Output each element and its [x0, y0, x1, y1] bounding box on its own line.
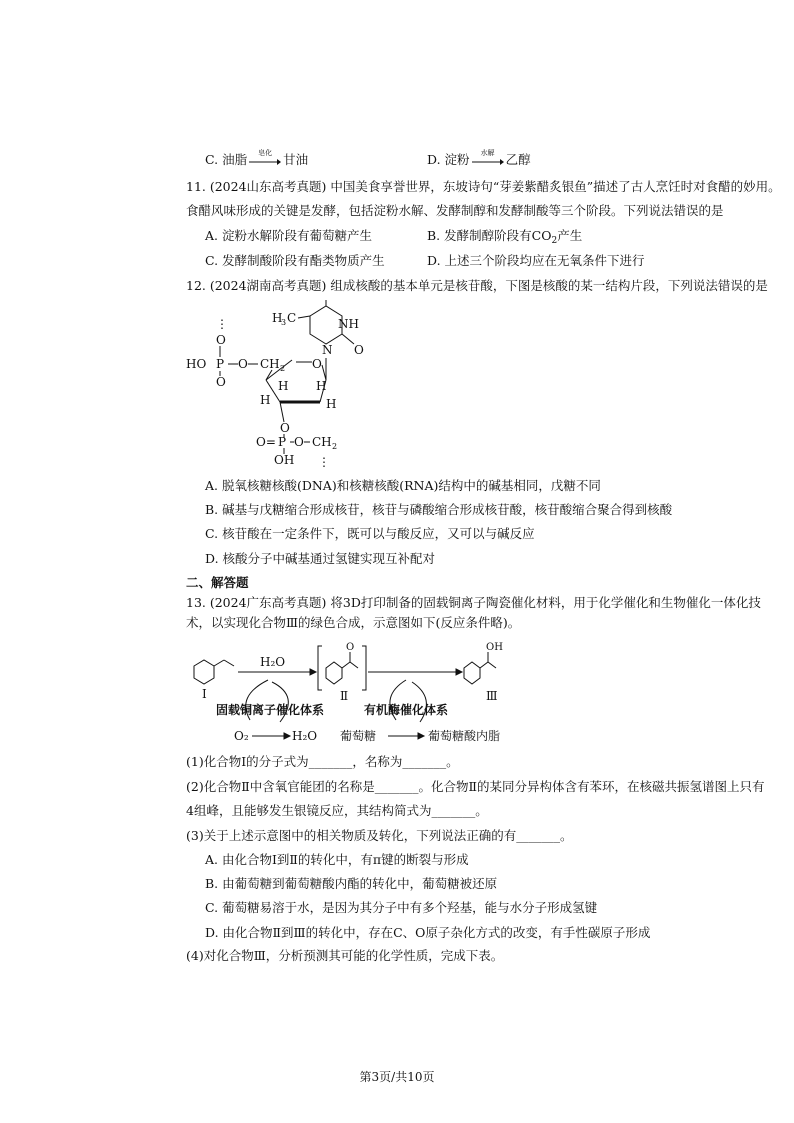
- q11-option-a: A. 淀粉水解阶段有葡萄糖产生: [205, 228, 372, 243]
- q13-option-a: A. 由化合物Ⅰ到Ⅱ的转化中，有π键的断裂与形成: [205, 852, 469, 867]
- option-text: 产生: [557, 228, 583, 243]
- q11-option-d: D. 上述三个阶段均应在无氧条件下进行: [427, 253, 645, 268]
- atom-ch: CH: [260, 357, 280, 371]
- subscript: 3: [281, 318, 287, 327]
- atom-ho: HO: [186, 357, 207, 371]
- arrow-icon: [249, 159, 281, 165]
- atom-n: N: [322, 343, 333, 357]
- benzene-ring-icon: [464, 662, 480, 684]
- benzene-ring-icon: [326, 662, 342, 684]
- q13-part2-line2: 4组峰，且能够发生银镜反应，其结构简式为_______。: [186, 803, 488, 818]
- q12-stem: 12. (2024湖南高考真题) 组成核酸的基本单元是核苷酸，下图是核酸的某一结构片段，下列说法错误的是: [186, 278, 768, 293]
- atom-h: H: [316, 379, 327, 393]
- lactone-label: 葡萄糖酸内脂: [428, 729, 501, 743]
- reaction-arrow: [472, 148, 504, 168]
- atom-h: H: [260, 393, 271, 407]
- benzene-ring-icon: [194, 660, 214, 684]
- atom-h: H: [272, 311, 283, 325]
- water-label: H₂O: [260, 655, 286, 669]
- section-heading: 二、解答题: [186, 575, 249, 590]
- q13-option-d: D. 由化合物Ⅱ到Ⅲ的转化中，存在C、O原子杂化方式的改变，有手性碳原子形成: [205, 925, 651, 940]
- arrow-label: 水解: [480, 148, 495, 157]
- dots-bottom: ⋮: [318, 455, 330, 469]
- water-product-label: H₂O: [292, 729, 318, 743]
- q13-part3: (3)关于上述示意图中的相关物质及转化，下列说法正确的有_______。: [186, 828, 573, 843]
- atom-nh: NH: [338, 317, 359, 331]
- q13-option-b: B. 由葡萄糖到葡萄糖酸内酯的转化中，葡萄糖被还原: [205, 876, 498, 891]
- atom-ch: CH: [312, 435, 332, 449]
- atom-p: P: [278, 435, 287, 449]
- atom-o: O: [312, 357, 322, 371]
- q13-stem-line1: 13. (2024广东高考真题) 将3D打印制备的固载铜离子陶瓷催化材料，用于化学催化和生物催化一体化技: [186, 595, 761, 610]
- q13-option-c: C. 葡萄糖易溶于水，是因为其分子中有多个羟基，能与水分子形成氢键: [205, 900, 598, 915]
- atom-p: P: [216, 357, 225, 371]
- subscript: 2: [332, 442, 338, 451]
- enzyme-catalyst-label: 有机酶催化体系: [364, 703, 449, 717]
- hydroxyl-label: OH: [486, 642, 503, 653]
- q12-option-d: D. 核酸分子中碱基通过氢键实现互补配对: [205, 551, 436, 566]
- atom-o: O: [216, 375, 226, 389]
- q11-stem-line2: 食醋风味形成的关键是发酵，包括淀粉水解、发酵制醇和发酵制酸等三个阶段。下列说法错误的是: [186, 203, 724, 218]
- glucose-label: 葡萄糖: [340, 729, 377, 743]
- reactant: 淀粉: [444, 152, 470, 167]
- oxygen-label: O: [346, 642, 355, 653]
- compound-label-iii: Ⅲ: [486, 689, 498, 703]
- atom-c: C: [287, 311, 297, 325]
- atom-oh: OH: [274, 453, 295, 467]
- atom-o: O=: [256, 435, 276, 449]
- product: 甘油: [283, 152, 309, 167]
- dots-top: ⋮: [216, 317, 228, 331]
- q13-stem-line2: 术，以实现化合物Ⅲ的绿色合成，示意图如下(反应条件略)。: [186, 615, 521, 630]
- atom-h: H: [278, 379, 289, 393]
- q13-part4: (4)对化合物Ⅲ，分析预测其可能的化学性质，完成下表。: [186, 948, 504, 963]
- subscript: 2: [551, 236, 558, 246]
- reaction-arrow: [249, 148, 281, 168]
- arrow-label: 皂化: [258, 148, 273, 157]
- atom-o: O: [354, 343, 364, 357]
- atom-o: O: [238, 357, 248, 371]
- q13-part2-line1: (2)化合物Ⅱ中含氧官能团的名称是_______。化合物Ⅱ的某同分异构体含有苯环，在核磁共振氢谱图上只有: [186, 779, 765, 794]
- q10-option-d: [427, 150, 531, 170]
- atom-o: O: [216, 333, 226, 347]
- option-letter: D.: [427, 152, 441, 167]
- oxygen-gas-label: O₂: [234, 729, 249, 743]
- atom-o: O: [280, 421, 290, 435]
- arrow-icon: [472, 159, 504, 165]
- atom-o: O: [294, 435, 304, 449]
- reaction-scheme-diagram: [180, 636, 510, 746]
- q12-option-b: B. 碱基与戊糖缩合形成核苷，核苷与磷酸缩合形成核苷酸，核苷酸缩合聚合得到核酸: [205, 502, 673, 517]
- compound-label-ii: Ⅱ: [340, 689, 349, 703]
- q12-option-a: A. 脱氧核糖核酸(DNA)和核糖核酸(RNA)结构中的碱基相同，戊糖不同: [205, 478, 601, 493]
- product: 乙醇: [505, 152, 531, 167]
- reactant: 油脂: [222, 152, 248, 167]
- subscript: 2: [280, 364, 286, 373]
- option-letter: C.: [205, 152, 219, 167]
- option-text: B. 发酵制醇阶段有CO: [427, 228, 552, 243]
- nucleotide-structure-diagram: [180, 298, 400, 478]
- q13-part1: (1)化合物Ⅰ的分子式为_______，名称为_______。: [186, 754, 459, 769]
- page-footer: 第3页/共10页: [359, 1070, 435, 1084]
- q12-option-c: C. 核苷酸在一定条件下，既可以与酸反应，又可以与碱反应: [205, 526, 535, 541]
- q10-option-c: [205, 150, 308, 170]
- atom-h: H: [326, 397, 337, 411]
- copper-catalyst-label: 固载铜离子催化体系: [216, 703, 325, 717]
- compound-label-i: Ⅰ: [202, 687, 207, 701]
- q11-stem-line1: 11. (2024山东高考真题) 中国美食享誉世界，东坡诗句“芽姜紫醋炙银鱼”描述了古人烹饪时对食醋的妙用。: [186, 179, 781, 194]
- q11-option-b: [427, 226, 582, 251]
- q11-option-c: C. 发酵制酸阶段有酯类物质产生: [205, 253, 385, 268]
